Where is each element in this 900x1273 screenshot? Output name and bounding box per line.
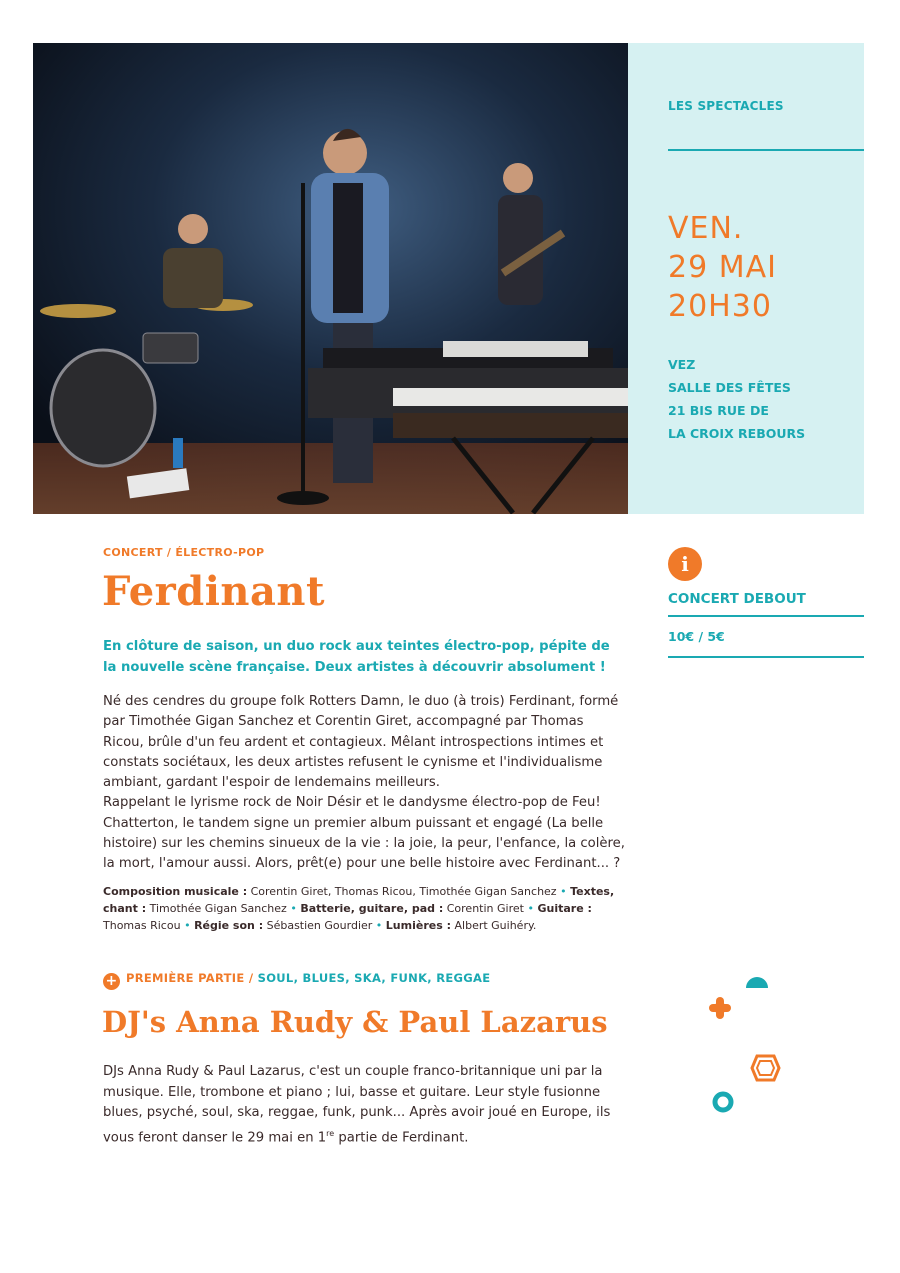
plus-shape <box>709 997 731 1019</box>
credit-names: Thomas Ricou <box>103 919 181 932</box>
bullet-icon: • <box>290 902 297 915</box>
event-date <box>668 209 777 326</box>
credit-role: Textes, chant : <box>103 885 615 915</box>
event-description <box>103 692 628 875</box>
bullet-icon: • <box>527 902 534 915</box>
decorative-shapes <box>700 970 800 1120</box>
event-lead: En clôture de saison, un duo rock aux teintes électro-pop, pépite de la nouvelle scène française. Deux artistes à découvrir absolument ! <box>103 639 610 675</box>
venue-hall: SALLE DES FÊTES <box>668 380 791 395</box>
date-day: VEN. <box>668 211 744 246</box>
credits <box>103 883 623 934</box>
bullet-icon: • <box>375 919 383 932</box>
audience-format: CONCERT DEBOUT <box>668 591 806 607</box>
info-icon: i <box>668 547 702 581</box>
credit-names: Corentin Giret, Thomas Ricou, Timothée Gigan Sanchez <box>250 885 557 898</box>
description-paragraph: Né des cendres du groupe folk Rotters Damn, le duo (à trois) Ferdinant, formé par Timothée Gigan Sanchez et Corentin Giret, accompagné par Thomas Ricou, brûle d'un feu ardent et contagieux. Mêlant introspections intimes et constats sociétaux, les deux artistes refusent le cynisme et l'individualisme ambiant, gardant l'espoir de lendemains meilleurs. <box>103 694 619 791</box>
venue-street: 21 BIS RUE DE <box>668 403 769 418</box>
plus-icon: + <box>103 973 120 990</box>
credit-role: Lumières : <box>385 919 451 932</box>
venue-street-2: LA CROIX REBOURS <box>668 426 806 441</box>
opening-act-description: DJs Anna Rudy & Paul Lazarus, c'est un couple franco-britannique uni par la musique. Elle, trombone et piano ; lui, basse et guitare. Leur style fusionne blues, psyché, soul, ska, reggae, funk, punk... Après avoir joué en Europe, ils vous feront danser le 29 mai en 1re partie de Ferdinant. <box>103 1064 611 1145</box>
event-category: CONCERT / ÉLECTRO-POP <box>103 546 265 559</box>
event-title: Ferdinant <box>102 568 325 615</box>
divider <box>668 149 864 151</box>
credit-role: Composition musicale : <box>103 885 248 898</box>
date-time: 20H30 <box>668 289 772 324</box>
credit-role: Batterie, guitare, pad : <box>300 902 444 915</box>
ring-shape <box>715 1094 731 1110</box>
bullet-icon: • <box>184 919 191 932</box>
ticket-info <box>668 547 864 658</box>
concert-photo <box>33 43 628 514</box>
bullet-icon: • <box>560 885 567 898</box>
section-kicker: LES SPECTACLES <box>668 99 784 113</box>
description-paragraph: Rappelant le lyrisme rock de Noir Désir et le dandysme électro-pop de Feu! Chatterton, le tandem signe un premier album puissant et engagé (La belle histoire) sur les chemins sinueux de la vie : la joie, la peur, l'enfance, la colère, la mort, l'amour aussi. Alors, prêt(e) pour une belle histoire avec Ferdinant... ? <box>103 795 625 872</box>
divider <box>668 615 864 617</box>
credit-names: Timothée Gigan Sanchez <box>149 902 287 915</box>
credit-role: Guitare : <box>537 902 592 915</box>
ticket-price: 10€ / 5€ <box>668 629 725 644</box>
opening-act-category <box>103 971 490 990</box>
divider <box>668 656 864 658</box>
event-venue <box>668 353 805 445</box>
event-header-panel <box>628 43 864 514</box>
credit-names: Albert Guihéry. <box>454 919 537 932</box>
venue-town: VEZ <box>668 357 696 372</box>
opening-prefix: PREMIÈRE PARTIE / <box>126 971 254 985</box>
half-circle-shape <box>746 977 768 988</box>
opening-act-title: DJ's Anna Rudy & Paul Lazarus <box>102 1005 608 1039</box>
date-month: 29 MAI <box>668 250 777 285</box>
credit-names: Sébastien Gourdier <box>266 919 373 932</box>
hexagon-shape <box>752 1056 779 1080</box>
opening-genres: SOUL, BLUES, SKA, FUNK, REGGAE <box>257 971 491 985</box>
credit-names: Corentin Giret <box>446 902 524 915</box>
credit-role: Régie son : <box>194 919 264 932</box>
